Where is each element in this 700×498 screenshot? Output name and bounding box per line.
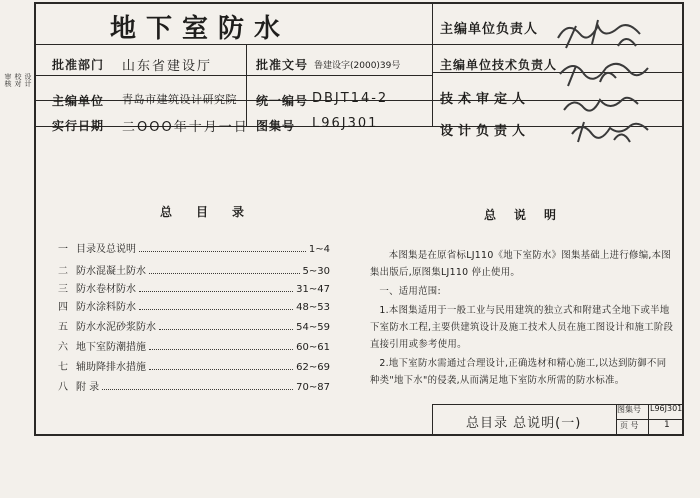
- atlas-no-value: L96J301: [312, 116, 379, 131]
- desc-section-scope: 一、适用范围:: [379, 286, 441, 297]
- approval-dept-value: 山东省建设厅: [122, 59, 213, 74]
- toc-item: 三 防水卷材防水 31~47: [58, 284, 330, 295]
- toc-item: 一 目录及总说明 1~4: [58, 244, 330, 255]
- resp-tech-label: 主编单位技术负责人: [440, 58, 558, 72]
- footer-atlas-value: L96J301: [650, 404, 683, 413]
- side-label-design: 设计: [24, 73, 32, 87]
- signature-marks: [548, 8, 678, 148]
- side-label-review: 审核: [4, 73, 12, 87]
- toc-item: 五 防水水泥砂浆防水 54~59: [58, 322, 330, 333]
- resp-unit-label: 主编单位负责人: [440, 22, 539, 37]
- editor-unit-label: 主编单位: [52, 94, 105, 108]
- impl-date-label: 实行日期: [52, 119, 105, 133]
- toc-item: 七 辅助降排水措施 62~69: [58, 362, 330, 373]
- approval-dept-label: 批准部门: [52, 58, 105, 72]
- desc-title: 总说明: [484, 208, 575, 222]
- desc-para-intro: 本图集是在原省标LJ110《地下室防水》图集基础上进行修编,本图集出版后,原图集LJ110 停止使用。: [370, 250, 672, 278]
- approval-doc-value: 鲁建设字(2000)39号: [314, 61, 401, 71]
- page-title: 地下室防水: [110, 14, 291, 44]
- impl-date-value: 二OOO年十月一日: [122, 120, 249, 135]
- unified-no-label: 统一编号: [256, 94, 309, 108]
- side-label-proof: 校对: [14, 73, 22, 87]
- toc-title: 总目录: [160, 205, 269, 219]
- toc-item: 六 地下室防潮措施 60~61: [58, 342, 330, 353]
- toc-item: 八 附 录 70~87: [58, 382, 330, 393]
- unified-no-value: DBJT14-2: [312, 91, 389, 106]
- footer-page-label: 页 号: [620, 421, 639, 430]
- side-signoff-strip: [0, 30, 34, 130]
- desc-item-1: 1.本图集适用于一般工业与民用建筑的独立式和附建式全地下或半地下室防水工程,主要供建筑设计及施工技术人员在施工图设计和施工阶段直接引用或参考使用。: [370, 305, 674, 350]
- design-resp-label: 设计负责人: [440, 124, 531, 139]
- toc-item: 二 防水混凝土防水 5~30: [58, 266, 330, 277]
- footer-title: 总目录 总说明(一): [466, 416, 582, 431]
- approval-doc-label: 批准文号: [256, 58, 309, 72]
- atlas-no-label: 图集号: [256, 119, 296, 133]
- toc-item: 四 防水涂料防水 48~53: [58, 302, 330, 313]
- footer-atlas-label: 图集号: [617, 405, 641, 414]
- footer-page-value: 1: [664, 420, 670, 430]
- tech-review-label: 技术审定人: [440, 92, 531, 107]
- editor-unit-value: 青岛市建筑设计研究院: [122, 93, 237, 106]
- desc-item-2: 2.地下室防水需通过合理设计,正确选材和精心施工,以达到防御不同种类"地下水"的侵袭,从而满足地下室防水所需的防水标准。: [370, 358, 667, 386]
